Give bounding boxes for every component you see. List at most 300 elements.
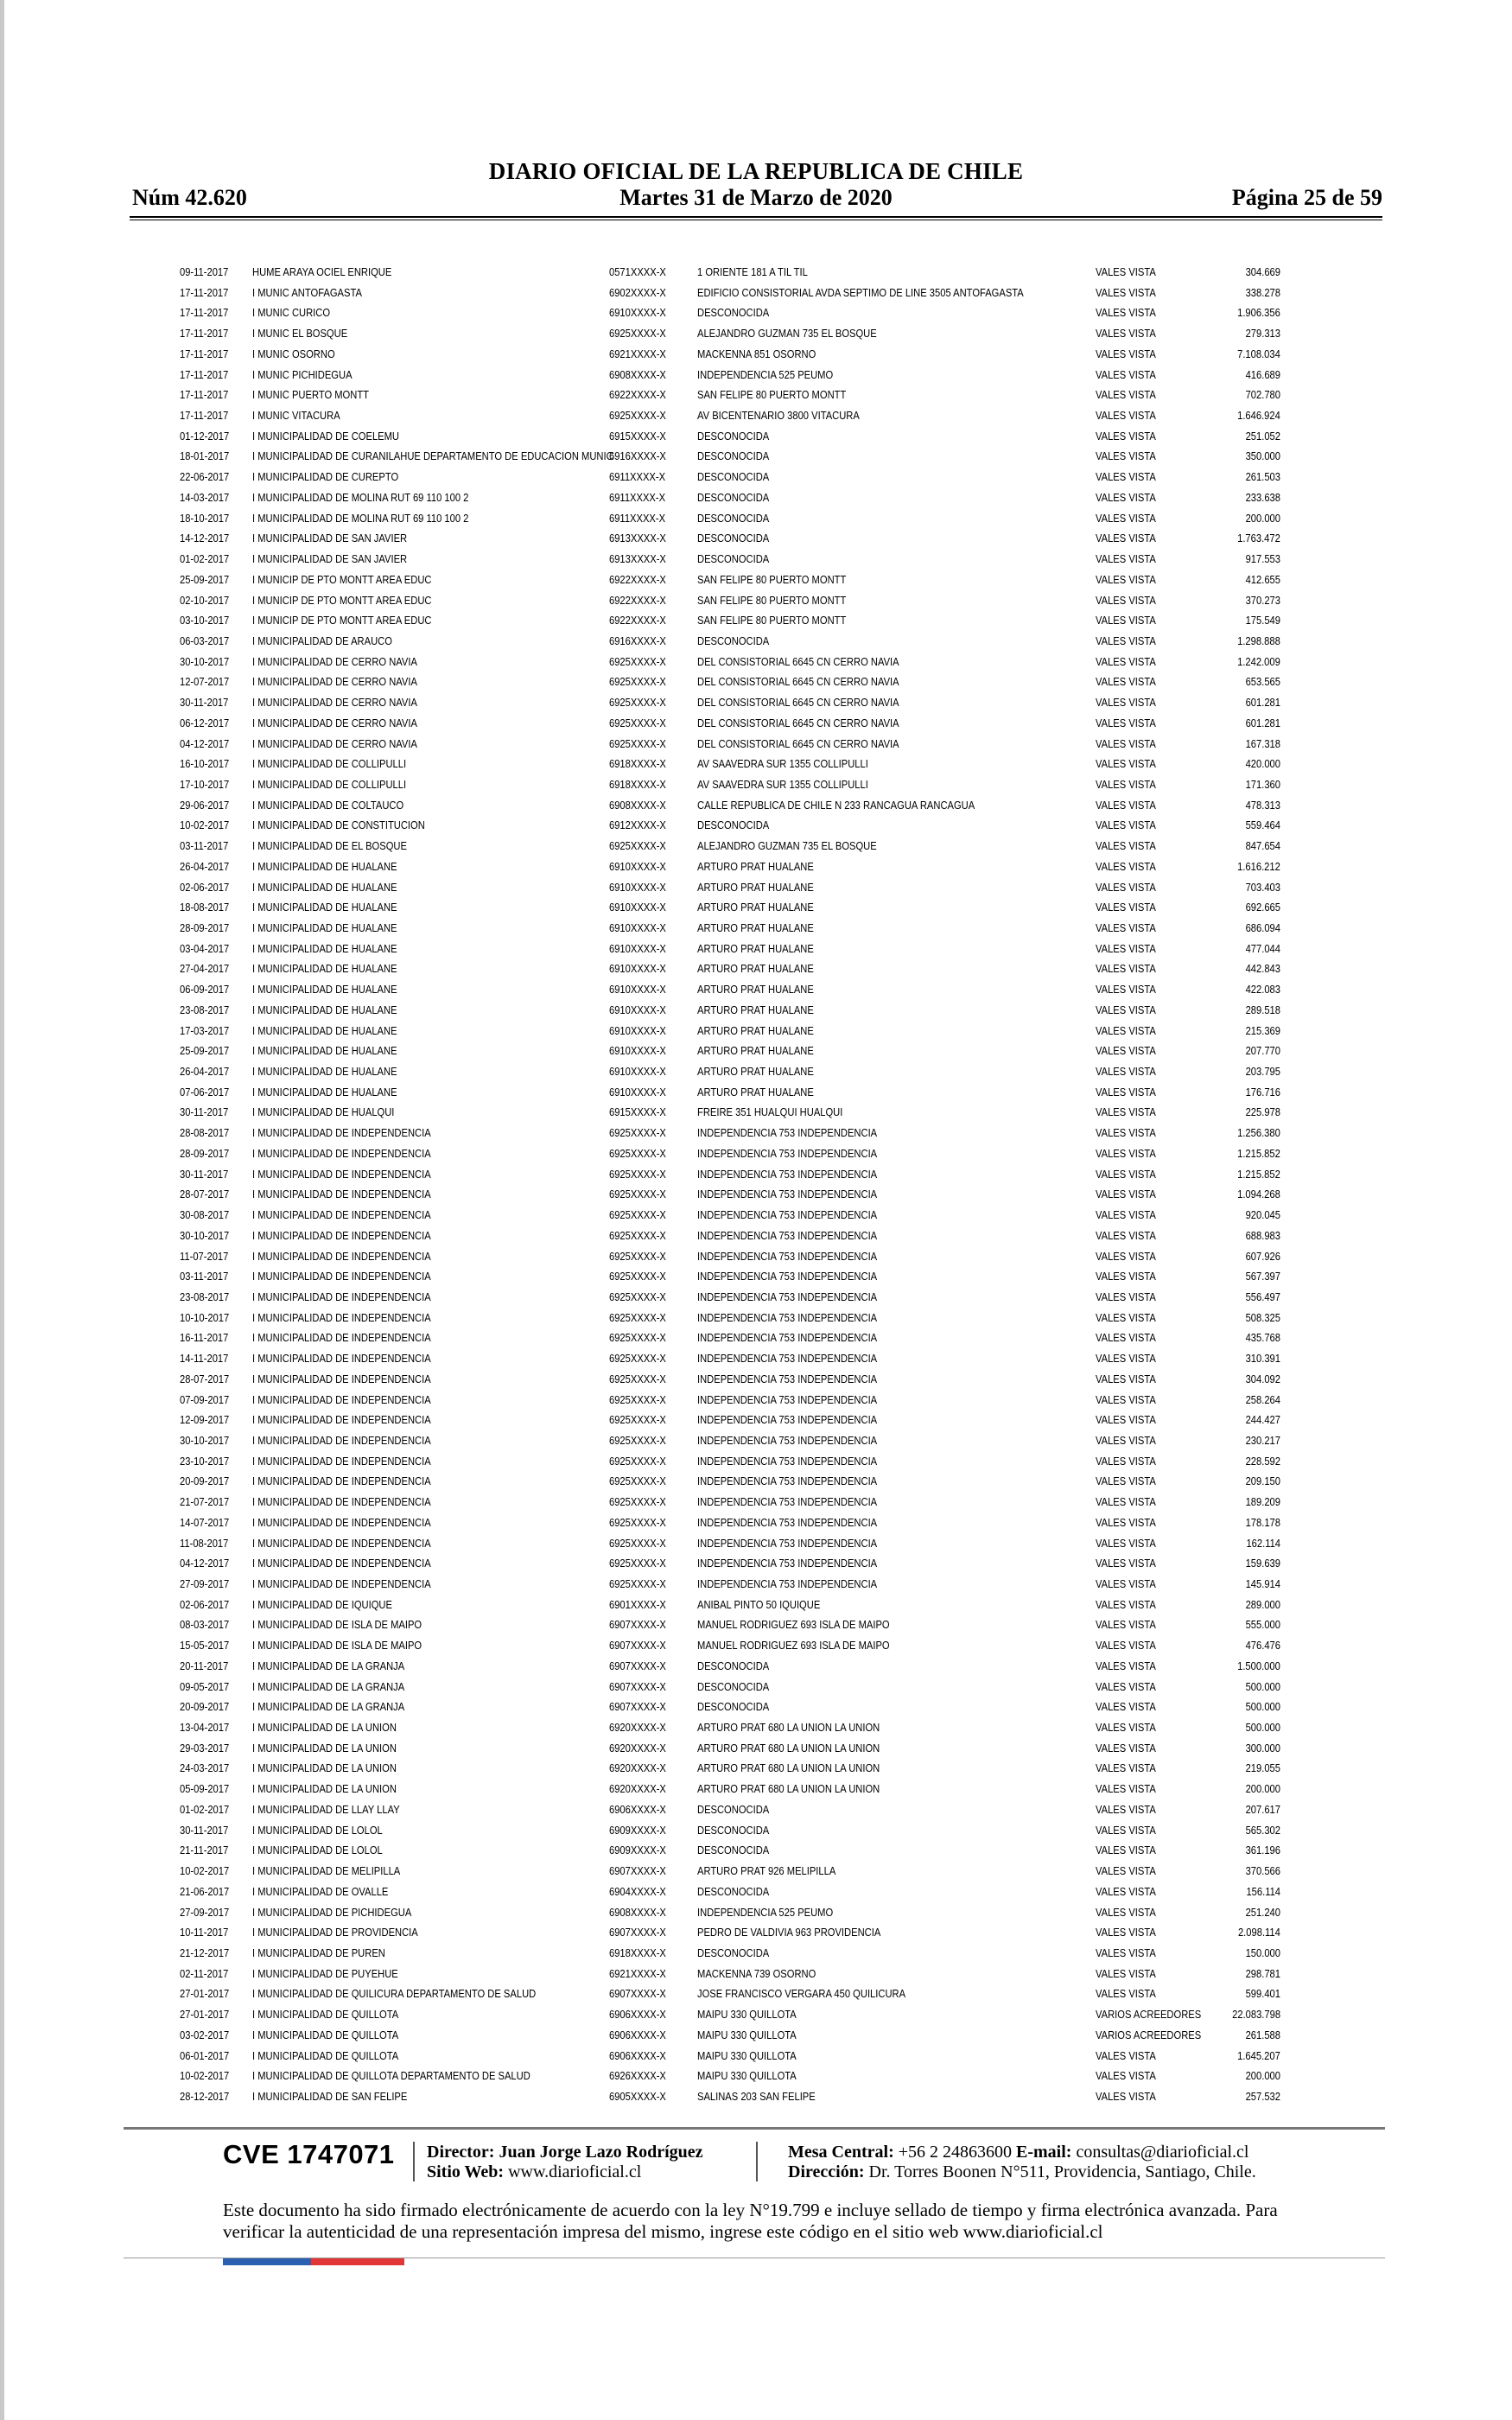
type-cell: VALES VISTA (1096, 614, 1156, 627)
footer-separator (756, 2142, 758, 2181)
date-cell: 30-10-2017 (180, 1433, 230, 1447)
address-cell: INDEPENDENCIA 753 INDEPENDENCIA (697, 1557, 878, 1570)
name-cell: I MUNICIPALIDAD DE INDEPENDENCIA (252, 1433, 431, 1447)
amount-cell: 338.278 (1245, 285, 1280, 299)
date-cell: 28-12-2017 (180, 2089, 230, 2103)
address-cell: ARTURO PRAT HUALANE (697, 1003, 814, 1016)
rut-cell: 6921XXXX-X (609, 347, 666, 360)
date-cell: 10-11-2017 (180, 1926, 229, 1939)
address-cell: AV SAAVEDRA SUR 1355 COLLIPULLI (697, 777, 868, 791)
address-cell: ARTURO PRAT HUALANE (697, 983, 814, 997)
address-cell: ARTURO PRAT HUALANE (697, 880, 814, 894)
amount-cell: 203.795 (1245, 1065, 1280, 1079)
rut-cell: 6915XXXX-X (609, 1105, 666, 1119)
rut-cell: 6907XXXX-X (609, 1679, 666, 1693)
address-cell: AV BICENTENARIO 3800 VITACURA (697, 409, 860, 423)
address-cell: DESCONOCIDA (697, 552, 770, 566)
site-link[interactable]: www.diarioficial.cl (508, 2162, 642, 2181)
type-cell: VALES VISTA (1096, 1741, 1156, 1754)
address-cell: INDEPENDENCIA 753 INDEPENDENCIA (697, 1249, 878, 1263)
type-cell: VALES VISTA (1096, 1167, 1156, 1181)
type-cell: VALES VISTA (1096, 1003, 1156, 1016)
type-cell: VALES VISTA (1096, 634, 1156, 647)
rut-cell: 6906XXXX-X (609, 2008, 666, 2022)
date-cell: 30-08-2017 (180, 1208, 230, 1222)
rut-cell: 6922XXXX-X (609, 388, 666, 402)
table-row (0, 774, 1512, 795)
type-cell: VALES VISTA (1096, 962, 1156, 976)
type-cell: VALES VISTA (1096, 777, 1156, 791)
table-row (0, 1266, 1512, 1287)
address-cell: CALLE REPUBLICA DE CHILE N 233 RANCAGUA RANCAGUA (697, 798, 975, 812)
table-row (0, 467, 1512, 487)
address-cell: MANUEL RODRIGUEZ 693 ISLA DE MAIPO (697, 1618, 890, 1632)
rut-cell: 6925XXXX-X (609, 1167, 666, 1181)
type-cell: VALES VISTA (1096, 1597, 1156, 1611)
footer-separator (413, 2142, 415, 2181)
name-cell: I MUNICIPALIDAD DE LA UNION (252, 1782, 397, 1796)
type-cell: VALES VISTA (1096, 859, 1156, 873)
date-cell: 26-04-2017 (180, 1065, 230, 1079)
table-row (0, 795, 1512, 816)
rut-cell: 6910XXXX-X (609, 901, 666, 914)
name-cell: I MUNICIPALIDAD DE MELIPILLA (252, 1864, 401, 1878)
rut-cell: 6910XXXX-X (609, 306, 666, 320)
date-cell: 18-01-2017 (180, 449, 230, 463)
rut-cell: 6925XXXX-X (609, 1352, 666, 1366)
address-cell: DESCONOCIDA (697, 1659, 770, 1672)
table-row (0, 590, 1512, 611)
name-cell: I MUNICIPALIDAD DE CURANILAHUE DEPARTAMENTO DE EDUCACION MUNIC (252, 449, 613, 463)
amount-cell: 258.264 (1245, 1392, 1280, 1406)
name-cell: I MUNICIPALIDAD DE LA GRANJA (252, 1700, 405, 1714)
address-cell: INDEPENDENCIA 753 INDEPENDENCIA (697, 1454, 878, 1468)
date-cell: 16-10-2017 (180, 757, 230, 771)
issue-date: Martes 31 de Marzo de 2020 (619, 185, 893, 210)
amount-cell: 686.094 (1245, 921, 1280, 934)
name-cell: I MUNIC PUERTO MONTT (252, 388, 369, 402)
date-cell: 14-07-2017 (180, 1515, 230, 1529)
name-cell: I MUNICIPALIDAD DE LLAY LLAY (252, 1802, 400, 1816)
type-cell: VALES VISTA (1096, 798, 1156, 812)
name-cell: I MUNICIPALIDAD DE EL BOSQUE (252, 839, 407, 853)
name-cell: I MUNICIPALIDAD DE QUILLOTA DEPARTAMENTO DE SALUD (252, 2069, 530, 2083)
address-cell: DESCONOCIDA (697, 511, 770, 525)
email-link[interactable]: consultas@diarioficial.cl (1076, 2143, 1249, 2162)
rut-cell: 6925XXXX-X (609, 1249, 666, 1263)
address-cell: DESCONOCIDA (697, 1679, 770, 1693)
amount-cell: 412.655 (1245, 572, 1280, 586)
type-cell: VALES VISTA (1096, 1474, 1156, 1488)
type-cell: VALES VISTA (1096, 716, 1156, 729)
amount-cell: 500.000 (1245, 1679, 1280, 1693)
amount-cell: 244.427 (1245, 1413, 1280, 1427)
date-cell: 26-04-2017 (180, 859, 230, 873)
rut-cell: 6920XXXX-X (609, 1782, 666, 1796)
name-cell: I MUNICIPALIDAD DE INDEPENDENCIA (252, 1270, 431, 1283)
address-cell: SAN FELIPE 80 PUERTO MONTT (697, 614, 847, 627)
amount-cell: 917.553 (1245, 552, 1280, 566)
address-cell: DEL CONSISTORIAL 6645 CN CERRO NAVIA (697, 654, 899, 668)
amount-cell: 189.209 (1245, 1495, 1280, 1509)
name-cell: I MUNICIPALIDAD DE LA GRANJA (252, 1679, 405, 1693)
amount-cell: 230.217 (1245, 1433, 1280, 1447)
date-cell: 10-02-2017 (180, 2069, 230, 2083)
amount-cell: 500.000 (1245, 1721, 1280, 1735)
rut-cell: 6925XXXX-X (609, 1310, 666, 1324)
date-cell: 30-11-2017 (180, 1167, 229, 1181)
type-cell: VALES VISTA (1096, 901, 1156, 914)
name-cell: I MUNICIPALIDAD DE LOLOL (252, 1844, 383, 1857)
date-cell: 01-02-2017 (180, 552, 230, 566)
name-cell: I MUNIC PICHIDEGUA (252, 367, 353, 381)
date-cell: 12-09-2017 (180, 1413, 230, 1427)
mesa-phone: +56 2 24863600 (898, 2143, 1013, 2162)
table-row (0, 1000, 1512, 1021)
name-cell: I MUNICIPALIDAD DE QUILLOTA (252, 2028, 399, 2041)
issue-number: Núm 42.620 (132, 185, 247, 210)
table-row (0, 1512, 1512, 1533)
date-cell: 04-12-2017 (180, 1557, 230, 1570)
name-cell: I MUNICIPALIDAD DE HUALANE (252, 859, 397, 873)
type-cell: VALES VISTA (1096, 1454, 1156, 1468)
date-cell: 01-12-2017 (180, 429, 230, 443)
amount-cell: 601.281 (1245, 696, 1280, 710)
table-row (0, 405, 1512, 426)
amount-cell: 22.083.798 (1232, 2008, 1280, 2022)
type-cell: VALES VISTA (1096, 327, 1156, 341)
name-cell: I MUNICIPALIDAD DE LA GRANJA (252, 1659, 405, 1672)
address-cell: INDEPENDENCIA 753 INDEPENDENCIA (697, 1331, 878, 1345)
name-cell: I MUNICIPALIDAD DE INDEPENDENCIA (252, 1310, 431, 1324)
director-line (427, 2142, 703, 2162)
amount-cell: 215.369 (1245, 1023, 1280, 1037)
type-cell: VALES VISTA (1096, 1864, 1156, 1878)
date-cell: 02-11-2017 (180, 1966, 229, 1980)
table-row (0, 1614, 1512, 1635)
date-cell: 06-12-2017 (180, 716, 230, 729)
type-cell: VALES VISTA (1096, 818, 1156, 832)
rut-cell: 6925XXXX-X (609, 696, 666, 710)
name-cell: I MUNICIPALIDAD DE CONSTITUCION (252, 818, 425, 832)
type-cell: VALES VISTA (1096, 1884, 1156, 1898)
rut-cell: 6925XXXX-X (609, 1515, 666, 1529)
name-cell: I MUNICIPALIDAD DE SAN JAVIER (252, 532, 408, 545)
name-cell: I MUNICIPALIDAD DE MOLINA RUT 69 110 100 2 (252, 511, 469, 525)
date-cell: 27-01-2017 (180, 1987, 230, 2001)
date-cell: 08-03-2017 (180, 1618, 230, 1632)
type-cell: VALES VISTA (1096, 2069, 1156, 2083)
name-cell: I MUNICIPALIDAD DE INDEPENDENCIA (252, 1474, 431, 1488)
table-row (0, 692, 1512, 713)
type-cell: VALES VISTA (1096, 654, 1156, 668)
date-cell: 07-06-2017 (180, 1085, 230, 1099)
address-cell: DESCONOCIDA (697, 1802, 770, 1816)
table-row (0, 877, 1512, 898)
address-cell: PEDRO DE VALDIVIA 963 PROVIDENCIA (697, 1926, 881, 1939)
type-cell: VALES VISTA (1096, 880, 1156, 894)
records-table (0, 262, 1512, 2107)
cve-code: CVE 1747071 (223, 2139, 395, 2169)
address-cell: DEL CONSISTORIAL 6645 CN CERRO NAVIA (697, 736, 899, 750)
table-row (0, 1492, 1512, 1512)
table-row (0, 1369, 1512, 1390)
amount-cell: 1.763.472 (1237, 532, 1280, 545)
table-row (0, 1451, 1512, 1472)
legal-notice: Este documento ha sido firmado electrónicamente de acuerdo con la ley N°19.799 e incluye sellado de tiempo y firma electrónica avanzada. Para verificar la autenticidad de una representación impresa del mismo, ingrese este código en el sitio web www.diarioficial.cl (223, 2200, 1278, 2242)
table-row (0, 1595, 1512, 1615)
type-cell: VALES VISTA (1096, 388, 1156, 402)
name-cell: I MUNICIPALIDAD DE HUALANE (252, 1085, 397, 1099)
type-cell: VALES VISTA (1096, 1700, 1156, 1714)
name-cell: I MUNICIPALIDAD DE INDEPENDENCIA (252, 1188, 431, 1201)
date-cell: 17-11-2017 (180, 367, 229, 381)
date-cell: 16-11-2017 (180, 1331, 229, 1345)
amount-cell: 500.000 (1245, 1700, 1280, 1714)
name-cell: I MUNICIPALIDAD DE HUALANE (252, 1003, 397, 1016)
name-cell: I MUNICIPALIDAD DE LA UNION (252, 1741, 397, 1754)
address-cell: ALEJANDRO GUZMAN 735 EL BOSQUE (697, 327, 877, 341)
date-cell: 17-11-2017 (180, 306, 229, 320)
type-cell: VALES VISTA (1096, 1085, 1156, 1099)
name-cell: I MUNICIPALIDAD DE HUALANE (252, 1065, 397, 1079)
amount-cell: 310.391 (1245, 1352, 1280, 1366)
director-label: Director: (427, 2143, 495, 2162)
name-cell: I MUNICIPALIDAD DE OVALLE (252, 1884, 389, 1898)
amount-cell: 1.645.207 (1237, 2048, 1280, 2062)
address-cell: ARTURO PRAT HUALANE (697, 941, 814, 955)
type-cell: VALES VISTA (1096, 1905, 1156, 1919)
address-cell: INDEPENDENCIA 753 INDEPENDENCIA (697, 1392, 878, 1406)
table-row (0, 836, 1512, 857)
address-cell: SAN FELIPE 80 PUERTO MONTT (697, 593, 847, 607)
type-cell: VALES VISTA (1096, 306, 1156, 320)
rut-cell: 6907XXXX-X (609, 1864, 666, 1878)
amount-cell: 289.000 (1245, 1597, 1280, 1611)
rut-cell: 6926XXXX-X (609, 2069, 666, 2083)
type-cell: VALES VISTA (1096, 572, 1156, 586)
date-cell: 21-11-2017 (180, 1844, 229, 1857)
table-row (0, 857, 1512, 877)
name-cell: I MUNICIPALIDAD DE LA UNION (252, 1761, 397, 1775)
amount-cell: 298.781 (1245, 1966, 1280, 1980)
date-cell: 17-11-2017 (180, 347, 229, 360)
type-cell: VALES VISTA (1096, 1126, 1156, 1140)
type-cell: VARIOS ACREEDORES (1096, 2028, 1202, 2041)
address-cell: INDEPENDENCIA 753 INDEPENDENCIA (697, 1413, 878, 1427)
table-row (0, 1184, 1512, 1205)
date-cell: 10-10-2017 (180, 1310, 230, 1324)
table-row (0, 446, 1512, 467)
address-cell: DEL CONSISTORIAL 6645 CN CERRO NAVIA (697, 696, 899, 710)
rut-cell: 6925XXXX-X (609, 839, 666, 853)
type-cell: VALES VISTA (1096, 941, 1156, 955)
amount-cell: 370.566 (1245, 1864, 1280, 1878)
amount-cell: 1.500.000 (1237, 1659, 1280, 1672)
address-cell: INDEPENDENCIA 753 INDEPENDENCIA (697, 1290, 878, 1303)
address-cell: ALEJANDRO GUZMAN 735 EL BOSQUE (697, 839, 877, 853)
table-row (0, 815, 1512, 836)
table-row (0, 1410, 1512, 1430)
address-cell: INDEPENDENCIA 753 INDEPENDENCIA (697, 1352, 878, 1366)
amount-cell: 171.360 (1245, 777, 1280, 791)
name-cell: I MUNICIPALIDAD DE COLTAUCO (252, 798, 404, 812)
amount-cell: 167.318 (1245, 736, 1280, 750)
amount-cell: 257.532 (1245, 2089, 1280, 2103)
rut-cell: 6907XXXX-X (609, 1987, 666, 2001)
type-cell: VALES VISTA (1096, 1659, 1156, 1672)
date-cell: 29-06-2017 (180, 798, 230, 812)
table-row (0, 1164, 1512, 1185)
table-row (0, 1677, 1512, 1697)
rut-cell: 6925XXXX-X (609, 1433, 666, 1447)
type-cell: VALES VISTA (1096, 593, 1156, 607)
type-cell: VALES VISTA (1096, 532, 1156, 545)
table-row (0, 323, 1512, 344)
header-divider (130, 216, 1382, 220)
amount-cell: 7.108.034 (1237, 347, 1280, 360)
name-cell: I MUNICIPALIDAD DE ISLA DE MAIPO (252, 1639, 422, 1653)
table-row (0, 302, 1512, 323)
amount-cell: 159.639 (1245, 1557, 1280, 1570)
amount-cell: 1.094.268 (1237, 1188, 1280, 1201)
amount-cell: 692.665 (1245, 901, 1280, 914)
name-cell: I MUNICIPALIDAD DE INDEPENDENCIA (252, 1249, 431, 1263)
address-value: Dr. Torres Boonen N°511, Providencia, Santiago, Chile. (868, 2162, 1256, 2181)
name-cell: I MUNICIPALIDAD DE INDEPENDENCIA (252, 1352, 431, 1366)
rut-cell: 6920XXXX-X (609, 1721, 666, 1735)
address-cell: MAIPU 330 QUILLOTA (697, 2069, 797, 2083)
date-cell: 30-10-2017 (180, 654, 230, 668)
address-cell: SAN FELIPE 80 PUERTO MONTT (697, 388, 847, 402)
rut-cell: 6910XXXX-X (609, 1044, 666, 1058)
amount-cell: 200.000 (1245, 511, 1280, 525)
amount-cell: 599.401 (1245, 1987, 1280, 2001)
name-cell: I MUNIC OSORNO (252, 347, 335, 360)
name-cell: I MUNICIPALIDAD DE QUILLOTA (252, 2048, 399, 2062)
rut-cell: 6925XXXX-X (609, 675, 666, 689)
date-cell: 14-12-2017 (180, 532, 230, 545)
table-row (0, 1041, 1512, 1061)
name-cell: I MUNICIPALIDAD DE HUALQUI (252, 1105, 395, 1119)
type-cell: VALES VISTA (1096, 1495, 1156, 1509)
table-row (0, 344, 1512, 365)
name-cell: I MUNICIP DE PTO MONTT AREA EDUC (252, 614, 432, 627)
date-cell: 03-02-2017 (180, 2028, 230, 2041)
amount-cell: 1.646.924 (1237, 409, 1280, 423)
rut-cell: 6925XXXX-X (609, 1188, 666, 1201)
address-cell: DESCONOCIDA (697, 1823, 770, 1837)
address-cell: EDIFICIO CONSISTORIAL AVDA SEPTIMO DE LINE 3505 ANTOFAGASTA (697, 285, 1024, 299)
table-row (0, 1430, 1512, 1451)
name-cell: I MUNICIPALIDAD DE ISLA DE MAIPO (252, 1618, 422, 1632)
date-cell: 09-11-2017 (180, 265, 229, 278)
name-cell: I MUNICIPALIDAD DE PROVIDENCIA (252, 1926, 418, 1939)
name-cell: I MUNIC EL BOSQUE (252, 327, 348, 341)
address-cell: DEL CONSISTORIAL 6645 CN CERRO NAVIA (697, 675, 899, 689)
rut-cell: 6925XXXX-X (609, 1372, 666, 1385)
date-cell: 09-05-2017 (180, 1679, 230, 1693)
amount-cell: 207.617 (1245, 1802, 1280, 1816)
amount-cell: 1.616.212 (1237, 859, 1280, 873)
address-cell: MACKENNA 851 OSORNO (697, 347, 816, 360)
rut-cell: 6925XXXX-X (609, 1126, 666, 1140)
address-cell: ARTURO PRAT HUALANE (697, 1023, 814, 1037)
table-row (0, 2025, 1512, 2046)
date-cell: 17-11-2017 (180, 409, 229, 423)
name-cell: I MUNICIPALIDAD DE COLLIPULLI (252, 777, 407, 791)
type-cell: VALES VISTA (1096, 470, 1156, 484)
address-cell: DESCONOCIDA (697, 449, 770, 463)
name-cell: I MUNICIPALIDAD DE INDEPENDENCIA (252, 1331, 431, 1345)
date-cell: 03-04-2017 (180, 941, 230, 955)
table-row (0, 1984, 1512, 2004)
rut-cell: 6925XXXX-X (609, 1331, 666, 1345)
address-cell: DESCONOCIDA (697, 634, 770, 647)
date-cell: 28-08-2017 (180, 1126, 230, 1140)
date-cell: 11-07-2017 (180, 1249, 229, 1263)
address-label: Dirección: (788, 2162, 865, 2181)
address-cell: INDEPENDENCIA 525 PEUMO (697, 367, 834, 381)
address-cell: INDEPENDENCIA 753 INDEPENDENCIA (697, 1228, 878, 1242)
table-row (0, 939, 1512, 959)
table-row (0, 610, 1512, 631)
rut-cell: 6908XXXX-X (609, 367, 666, 381)
rut-cell: 6925XXXX-X (609, 1392, 666, 1406)
flag-stripe-red (311, 2258, 404, 2265)
table-row (0, 652, 1512, 672)
rut-cell: 6912XXXX-X (609, 818, 666, 832)
amount-cell: 688.983 (1245, 1228, 1280, 1242)
rut-cell: 6920XXXX-X (609, 1761, 666, 1775)
rut-cell: 6922XXXX-X (609, 593, 666, 607)
date-cell: 27-01-2017 (180, 2008, 230, 2022)
type-cell: VALES VISTA (1096, 675, 1156, 689)
amount-cell: 567.397 (1245, 1270, 1280, 1283)
name-cell: I MUNICIPALIDAD DE HUALANE (252, 983, 397, 997)
type-cell: VALES VISTA (1096, 1782, 1156, 1796)
date-cell: 17-11-2017 (180, 285, 229, 299)
name-cell: I MUNICIPALIDAD DE HUALANE (252, 962, 397, 976)
table-row (0, 1308, 1512, 1328)
name-cell: I MUNICIPALIDAD DE CERRO NAVIA (252, 696, 417, 710)
name-cell: I MUNICIPALIDAD DE INDEPENDENCIA (252, 1454, 431, 1468)
rut-cell: 6925XXXX-X (609, 1495, 666, 1509)
type-cell: VALES VISTA (1096, 2048, 1156, 2062)
table-row (0, 262, 1512, 283)
table-row (0, 1533, 1512, 1554)
name-cell: I MUNICIPALIDAD DE COELEMU (252, 429, 400, 443)
amount-cell: 207.770 (1245, 1044, 1280, 1058)
address-cell: MAIPU 330 QUILLOTA (697, 2028, 797, 2041)
amount-cell: 478.313 (1245, 798, 1280, 812)
rut-cell: 6925XXXX-X (609, 1270, 666, 1283)
amount-cell: 1.215.852 (1237, 1167, 1280, 1181)
type-cell: VALES VISTA (1096, 1146, 1156, 1160)
amount-cell: 607.926 (1245, 1249, 1280, 1263)
type-cell: VALES VISTA (1096, 1557, 1156, 1570)
rut-cell: 6910XXXX-X (609, 859, 666, 873)
address-cell: INDEPENDENCIA 753 INDEPENDENCIA (697, 1515, 878, 1529)
address-cell: ARTURO PRAT 680 LA UNION LA UNION (697, 1761, 880, 1775)
rut-cell: 6922XXXX-X (609, 614, 666, 627)
rut-cell: 6901XXXX-X (609, 1597, 666, 1611)
table-row (0, 1820, 1512, 1841)
amount-cell: 416.689 (1245, 367, 1280, 381)
amount-cell: 156.114 (1246, 1884, 1280, 1898)
rut-cell: 6909XXXX-X (609, 1844, 666, 1857)
date-cell: 02-10-2017 (180, 593, 230, 607)
